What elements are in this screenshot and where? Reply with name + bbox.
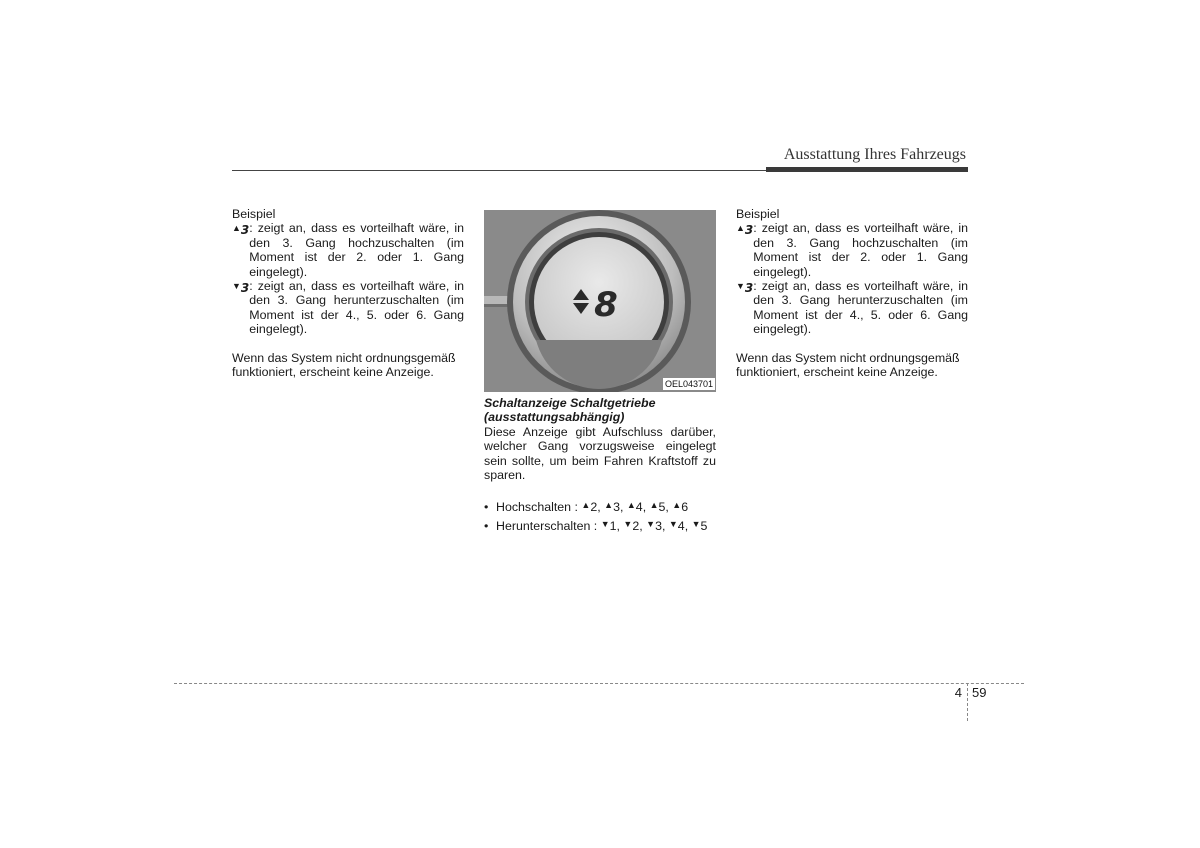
gear-value: 4 — [635, 500, 643, 515]
gear-value: 6 — [681, 500, 689, 515]
gear-value: 3 — [613, 500, 620, 515]
upshift-list-item: • Hochschalten : ▲2, ▲3, ▲4, ▲5, ▲6 — [484, 500, 689, 515]
gear-value: 1 — [609, 518, 617, 533]
right-note: Wenn das System nicht ordnungsgemäß funktioniert, erscheint keine Anzeige. — [736, 350, 960, 380]
down-arrow-icon: ▼ — [623, 518, 633, 529]
shift-list — [484, 498, 716, 533]
gear-value: 5 — [700, 518, 708, 533]
up-arrow-icon: ▲ — [736, 223, 745, 234]
right-upshift-entry — [736, 221, 968, 279]
down-arrow-icon: ▼ — [646, 518, 656, 529]
downshift-list-item: • Herunterschalten : ▼1, ▼2, ▼3, ▼4, ▼5 — [484, 518, 708, 533]
gear-value: 4 — [677, 518, 685, 533]
gear-indicator-figure — [484, 210, 716, 392]
left-column — [232, 207, 464, 379]
middle-column — [484, 396, 716, 535]
down-arrow-icon: ▼ — [668, 518, 678, 529]
figure-code: OEL043701 — [664, 379, 713, 389]
up-arrow-icon: ▲ — [626, 500, 636, 511]
downshift-symbol — [736, 279, 753, 295]
header-title: Ausstattung Ihres Fahrzeugs — [783, 146, 966, 163]
footer-divider — [967, 683, 968, 721]
page-number: 59 — [972, 685, 987, 700]
gear-value: 2 — [632, 518, 640, 533]
right-column — [736, 207, 968, 379]
left-downshift-entry — [232, 279, 464, 337]
gear-value: 2 — [590, 500, 598, 515]
left-heading: Beispiel — [232, 207, 276, 221]
upshift-label: Hochschalten : — [496, 500, 578, 515]
gear-display-digit: 8 — [594, 285, 618, 325]
up-arrow-icon: ▲ — [604, 500, 614, 511]
up-arrow-icon: ▲ — [581, 500, 591, 511]
down-arrow-icon: ▼ — [600, 518, 610, 529]
bullet: • — [484, 518, 489, 533]
up-arrow-icon: ▲ — [649, 500, 659, 511]
gear-digit: 3 — [240, 223, 250, 238]
gear-digit: 3 — [240, 281, 250, 296]
upshift-symbol — [736, 221, 753, 237]
left-upshift-entry — [232, 221, 464, 279]
gear-value: 5 — [658, 500, 666, 515]
downshift-symbol — [232, 279, 249, 295]
middle-body: Diese Anzeige gibt Aufschluss darüber, welcher Gang vorzugsweise eingelegt sein sollte, um beim Fahren Kraftstoff zu sparen. — [484, 424, 716, 483]
header-rule — [232, 170, 766, 171]
left-upshift-text: : zeigt an, dass es vorteilhaft wäre, in den 3. Gang hochzuschalten (im Moment ist der 2. oder 1. Gang eingelegt). — [249, 221, 464, 279]
up-arrow-icon: ▲ — [232, 223, 241, 234]
bullet: • — [484, 500, 489, 515]
up-arrow-icon: ▲ — [672, 500, 682, 511]
chapter-number: 4 — [954, 685, 962, 700]
gear-digit: 3 — [744, 281, 754, 296]
gear-value: 3 — [655, 518, 662, 533]
down-arrow-icon: ▼ — [232, 281, 241, 292]
right-downshift-entry — [736, 279, 968, 337]
upshift-symbol — [232, 221, 249, 237]
caption-line-2: (ausstattungsabhängig) — [484, 410, 625, 425]
instrument-cluster-illustration — [484, 210, 716, 392]
header-bar — [766, 167, 968, 172]
footer-rule — [174, 683, 1024, 684]
figure-caption — [484, 396, 716, 425]
caption-line-1: Schaltanzeige Schaltgetriebe — [484, 396, 656, 410]
right-heading: Beispiel — [736, 207, 780, 221]
right-downshift-text: : zeigt an, dass es vorteilhaft wäre, in den 3. Gang herunterzuschalten (im Moment ist der 4., 5. oder 6. Gang eingelegt). — [753, 279, 968, 337]
gear-digit: 3 — [744, 223, 754, 238]
down-arrow-icon: ▼ — [736, 281, 745, 292]
downshift-label: Herunterschalten : — [496, 518, 598, 533]
down-arrow-icon: ▼ — [691, 518, 701, 529]
left-downshift-text: : zeigt an, dass es vorteilhaft wäre, in den 3. Gang herunterzuschalten (im Moment ist der 4., 5. oder 6. Gang eingelegt). — [249, 279, 464, 337]
left-note: Wenn das System nicht ordnungsgemäß funktioniert, erscheint keine Anzeige. — [232, 350, 456, 380]
right-upshift-text: : zeigt an, dass es vorteilhaft wäre, in den 3. Gang hochzuschalten (im Moment ist der 2. oder 1. Gang eingelegt). — [753, 221, 968, 279]
